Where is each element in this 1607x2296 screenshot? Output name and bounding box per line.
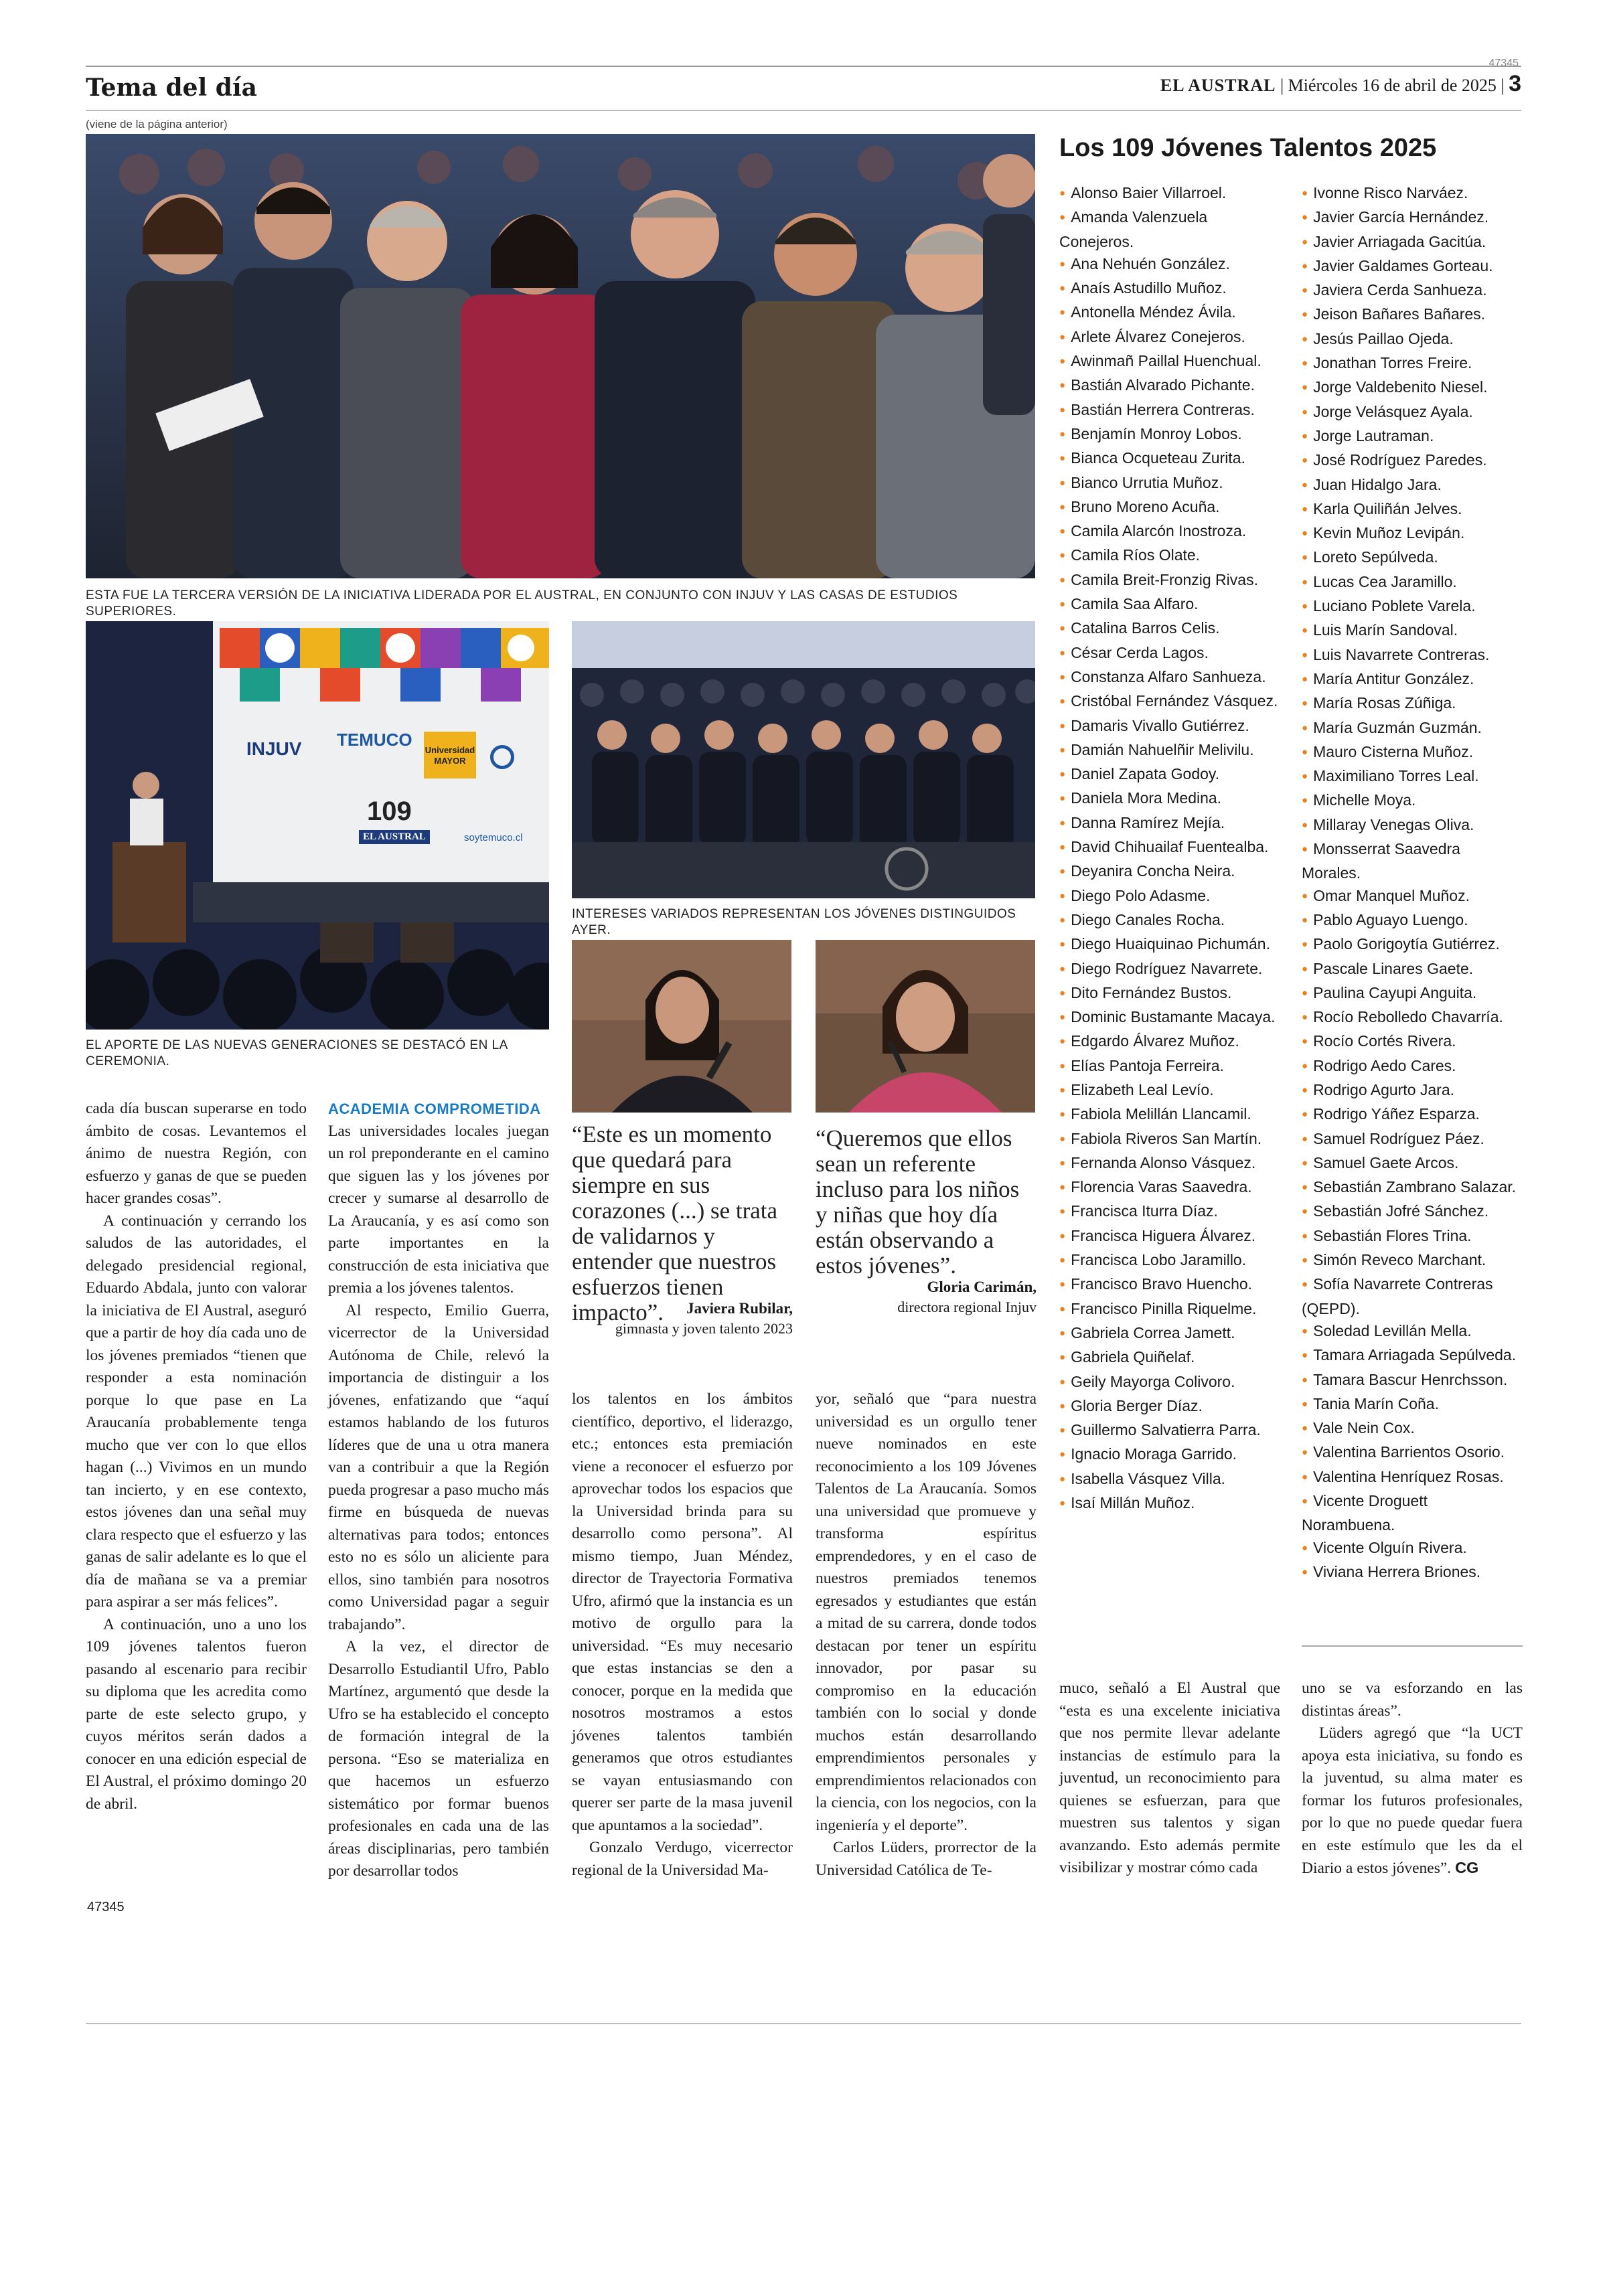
talent-name: ● Dito Fernández Bustos. [1059,982,1280,1006]
talent-name: ● Arlete Álvarez Conejeros. [1059,326,1280,350]
talent-name: ● Camila Breit-Fronzig Rivas. [1059,569,1280,593]
talent-name: ● Millaray Venegas Oliva. [1302,814,1523,838]
talent-name: ● Bruno Moreno Acuña. [1059,496,1280,520]
talent-name: ● Camila Saa Alfaro. [1059,593,1280,617]
talent-name: ● Rodrigo Agurto Jara. [1302,1079,1523,1103]
article-col-2 [328,1098,549,1883]
talent-name: ● Elizabeth Leal Levío. [1059,1079,1280,1103]
paragraph-text: Lüders agregó que “la UCT apoya esta iniciativa, su fondo es la juventud, su alma mater es formar los futuros profesionales, por lo que no puede quedar fuera en este estímulo que les da el Diario a estos jóvenes”. [1302,1724,1523,1877]
talent-name: ● Monsserrat Saavedra Morales. [1302,838,1523,885]
page-code: 47345 [1488,58,1519,69]
talent-name: ● Vale Nein Cox. [1302,1417,1523,1441]
talent-name: ● Isaí Millán Muñoz. [1059,1492,1280,1516]
talent-name: ● Vicente Droguett Norambuena. [1302,1490,1523,1537]
talent-name: ● Fabiola Riveros San Martín. [1059,1128,1280,1152]
footer-rule [86,2023,1521,2024]
talent-name: ● César Cerda Lagos. [1059,642,1280,666]
paragraph: cada día buscan superarse en todo ámbito de cosas. Levantemos el ánimo de nuestra Región, con esfuerzo y ganas de que se pueden hacer grandes cosas”. [86,1100,307,1207]
talent-name: ● Alonso Baier Villarroel. [1059,182,1280,206]
talent-name: ● Isabella Vásquez Villa. [1059,1468,1280,1492]
talent-name: ● Ignacio Moraga Garrido. [1059,1443,1280,1467]
injuv-logo: INJUV [246,738,302,759]
talent-name: ● Kevin Muñoz Levipán. [1302,522,1523,546]
talent-name: ● Valentina Barrientos Osorio. [1302,1441,1523,1465]
talent-name: ● Javier Galdames Gorteau. [1302,255,1523,279]
talent-name: ● Tania Marín Coña. [1302,1393,1523,1417]
crowd-photo [572,621,1035,898]
talents-list-title: Los 109 Jóvenes Talentos 2025 [1059,134,1437,162]
paragraph: los talentos en los ámbitos científico, deportivo, el liderazgo, etc.; entonces esta premiación viene a reconocer el esfuerzo por aprovechar todos los espacios que la Universidad brinda para su desarrollo como persona”. Al mismo tiempo, Juan Méndez, director de Trayectoria Formativa Ufro, afirmó que la instancia es un motivo de orgullo para la universidad. “Es muy necesario que estas instancias se den a conocer, porque en la medida que nosotros mostramos a estos jóvenes talentos también generamos que otros estudiantes se vayan entusiasmando con querer ser parte de la masa juvenil que apuntamos a la sociedad”. [572,1390,793,1834]
talent-name: ● Rocío Cortés Rivera. [1302,1030,1523,1054]
talent-name: ● Francisca Higuera Álvarez. [1059,1225,1280,1249]
talent-name: ● Amanda Valenzuela Conejeros. [1059,206,1280,253]
academia-subhead: ACADEMIA COMPROMETIDA [328,1100,541,1117]
talent-name: ● Javier Arriagada Gacitúa. [1302,231,1523,255]
talent-name: ● Awinmañ Paillal Huenchual. [1059,350,1280,374]
talent-name: ● Francisca Iturra Díaz. [1059,1200,1280,1224]
quote-javiera-attribution [572,1299,793,1339]
talent-name: ● Catalina Barros Celis. [1059,617,1280,641]
stage-photo-caption: EL APORTE DE LAS NUEVAS GENERACIONES SE DESTACÓ EN LA CEREMONIA. [86,1038,508,1068]
talent-name: ● Simón Reveco Marchant. [1302,1249,1523,1273]
talent-name: ● Diego Polo Adasme. [1059,885,1280,909]
talent-name: ● David Chihuailaf Fuentealba. [1059,836,1280,860]
talent-name: ● Rocío Rebolledo Chavarría. [1302,1006,1523,1030]
talent-name: ● Ivonne Risco Narváez. [1302,182,1523,206]
temuco-logo: TEMUCO [337,730,412,750]
talent-name: ● Pascale Linares Gaete. [1302,958,1523,982]
talent-name: ● Bastián Herrera Contreras. [1059,399,1280,423]
main-photo-caption: ESTA FUE LA TERCERA VERSIÓN DE LA INICIATIVA LIDERADA POR EL AUSTRAL, EN CONJUNTO CON INJUV Y LAS CASAS DE ESTUDIOS SUPERIORES. [86,588,958,619]
crowd-photo-caption: INTERESES VARIADOS REPRESENTAN LOS JÓVENES DISTINGUIDOS AYER. [572,907,1016,937]
talent-name: ● Geily Mayorga Colivoro. [1059,1371,1280,1395]
talent-name: ● Francisca Lobo Jaramillo. [1059,1249,1280,1273]
talent-name: ● Camila Alarcón Inostroza. [1059,520,1280,544]
talent-name: ● Camila Ríos Olate. [1059,544,1280,568]
quote-gloria-role: directora regional Injuv [897,1299,1037,1315]
paragraph: A continuación, uno a uno los 109 jóvenes talentos fueron pasando al escenario para recibir su diploma que les acredita como parte de este selecto grupo, y cuyos méritos serán dados a conocer en una edición especial de El Austral, el próximo domingo 20 de abril. [86,1615,307,1813]
article-col-6 [1302,1677,1523,1880]
talent-name: ● Paulina Cayupi Anguita. [1302,982,1523,1006]
talent-name: ● Tamara Bascur Henrchsson. [1302,1369,1523,1393]
talent-name: ● Daniel Zapata Godoy. [1059,763,1280,787]
talent-name: ● Bianca Ocqueteau Zurita. [1059,447,1280,471]
talent-name: ● Gabriela Quiñelaf. [1059,1346,1280,1370]
talent-name: ● Jonathan Torres Freire. [1302,352,1523,376]
paragraph [1302,1722,1523,1880]
talent-name: ● Benjamín Monroy Lobos. [1059,423,1280,447]
talents-list-col-1 [1059,182,1280,1516]
paragraph: A la vez, el director de Desarrollo Estudiantil Ufro, Pablo Martínez, argumentó que desde la Ufro se ha establecido el concepto de formación integral de la persona. “Eso se materializa en que hacemos un esfuerzo sistemático por formar buenos profesionales en cada una de las áreas disciplinarias, pero también por desarrollar todos [328,1638,549,1880]
talent-name: ● Lucas Cea Jaramillo. [1302,571,1523,595]
talent-name: ● Samuel Rodríguez Páez. [1302,1128,1523,1152]
article-col-5 [1059,1677,1280,1880]
paragraph: muco, señaló a El Austral que “esta es una excelente iniciativa que nos permite llevar adelante instancias de estímulo para la juventud, un reconocimiento para quienes se esfuerzan, para que muestren sus talentos y sigan avanzando. Esto además permite visibilizar y mostrar cómo cada [1059,1679,1280,1876]
talent-name: ● Antonella Méndez Ávila. [1059,301,1280,325]
talent-name: ● Luis Marín Sandoval. [1302,619,1523,643]
paragraph: Las universidades locales juegan un rol preponderante en el camino que siguen las y los jóvenes por crecer y sumarse al desarrollo de La Araucanía, y es así como son parte importantes en la construcción de esta iniciativa que premia a los jóvenes talentos. [328,1122,549,1297]
article-col-4 [816,1388,1037,1882]
talent-name: ● Michelle Moya. [1302,789,1523,813]
talent-name: ● Sebastián Flores Trina. [1302,1225,1523,1249]
talent-name: ● Paolo Gorigoytía Gutiérrez. [1302,933,1523,957]
talent-name: ● Omar Manquel Muñoz. [1302,885,1523,909]
footer-code: 47345 [87,1900,125,1914]
talent-name: ● Anaís Astudillo Muñoz. [1059,277,1280,301]
talent-name: ● Florencia Varas Saavedra. [1059,1176,1280,1200]
article-col-1 [86,1098,307,1815]
talent-name: ● Elías Pantoja Ferreira. [1059,1055,1280,1079]
talent-name: ● Rodrigo Aedo Cares. [1302,1055,1523,1079]
el-austral-mark: EL AUSTRAL [359,830,430,844]
talent-name: ● Damián Nahuelñir Melivilu. [1059,739,1280,763]
talent-name: ● Jorge Lautraman. [1302,425,1523,449]
paragraph: A continuación y cerrando los saludos de las autoridades, el delegado presidencial regional, Eduardo Abdala, junto con valorar la iniciativa de El Austral, aseguró que a partir de hoy día cada uno de los jóvenes premiados “tienen que responder a esta nominación porque lo que pase en La Araucanía probablemente tenga mucho que ver con lo que ellos hagan (...) Vivimos en un mundo tan incierto, y en ese contexto, estos jóvenes dan una señal muy clara respecto que el esfuerzo y las ganas de salir adelante es lo que el día de mañana se va a premiar para aspirar a ser más felices”. [86,1212,307,1611]
talent-name: ● María Rosas Zúñiga. [1302,692,1523,716]
article-col-3 [572,1388,793,1882]
page-number: 3 [1509,71,1521,96]
talent-name: ● María Antitur González. [1302,668,1523,692]
header-bottom-rule [86,110,1521,111]
talent-name: ● Gloria Berger Díaz. [1059,1395,1280,1419]
paragraph: Al respecto, Emilio Guerra, vicerrector de la Universidad Autónoma de Chile, relevó la importancia de distinguir a los jóvenes, enfatizando que “aquí estamos hablando de los futuros líderes que de una u otra manera van a contribuir a que la Región pueda progresar a paso mucho más firme en búsqueda de nuevas alternativas para todos; entonces esto no es sólo un aliciente para ellos, sino también para nosotros como Universidad pagar a seguir trabajando”. [328,1301,549,1633]
talent-name: ● Dominic Bustamante Macaya. [1059,1006,1280,1030]
stage-photo [86,621,549,1030]
talent-name: ● Bianco Urrutia Muñoz. [1059,472,1280,496]
quote-gloria: “Queremos que ellos sean un referente incluso para los niños y niñas que hoy día están observando a estos jóvenes”. [816,1125,1020,1279]
talent-name: ● Deyanira Concha Neira. [1059,860,1280,884]
talent-name: ● Rodrigo Yáñez Esparza. [1302,1103,1523,1127]
talent-name: ● Damaris Vivallo Gutiérrez. [1059,715,1280,739]
uct-logo [490,745,514,769]
talent-name: ● Javiera Cerda Sanhueza. [1302,279,1523,303]
issue-date: Miércoles 16 de abril de 2025 [1288,76,1497,95]
talent-name: ● Valentina Henríquez Rosas. [1302,1466,1523,1490]
talent-name: ● Danna Ramírez Mejía. [1059,812,1280,836]
talents-109-mark: 109 [367,797,412,826]
talent-name: ● Jeison Bañares Bañares. [1302,303,1523,327]
talent-name: ● Bastián Alvarado Pichante. [1059,374,1280,398]
talent-name: ● Edgardo Álvarez Muñoz. [1059,1030,1280,1054]
quote-gloria-attribution [816,1277,1037,1317]
header-top-rule [86,66,1521,67]
talent-name: ● Fabiola Melillán Llancamil. [1059,1103,1280,1127]
talent-name: ● Vicente Olguín Rivera. [1302,1537,1523,1561]
talent-name: ● José Rodríguez Paredes. [1302,449,1523,473]
portrait-gloria [816,940,1035,1113]
section-title: Tema del día [86,74,257,102]
talent-name: ● Mauro Cisterna Muñoz. [1302,741,1523,765]
talent-name: ● Jorge Valdebenito Niesel. [1302,376,1523,400]
paragraph: Gonzalo Verdugo, vicerrector regional de la Universidad Ma- [572,1839,793,1879]
talent-name: ● Jorge Velásquez Ayala. [1302,401,1523,425]
paragraph: yor, señaló que “para nuestra universidad es un orgullo tener nueve nominados en este reconocimiento a los 109 Jóvenes Talentos de La Araucanía. Somos una universidad que promueve y transforma espíritus emprendedores, y en el caso de nuestros premiados tenemos egresados y estudiantes que están a mitad de su carrera, donde todos destacan por tener un espíritu innovador, por pasar su compromiso en la educación también con lo social y donde muchos están desarrollando emprendimientos personales y emprendimientos relacionados con la ciencia, con los negocios, con la ingeniería y el deporte”. [816,1390,1037,1834]
talent-name: ● Sebastián Jofré Sánchez. [1302,1200,1523,1224]
portrait-javiera [572,940,791,1113]
umayor-logo: Universidad MAYOR [424,732,476,778]
list-end-rule [1302,1645,1523,1647]
talent-name: ● Luciano Poblete Varela. [1302,595,1523,619]
paragraph: uno se va esforzando en las distintas áreas”. [1302,1679,1523,1720]
quote-gloria-name: Gloria Carimán, [927,1279,1037,1295]
soytemuco-mark: soytemuco.cl [464,832,523,843]
talent-name: ● María Guzmán Guzmán. [1302,717,1523,741]
talent-name: ● Francisco Pinilla Riquelme. [1059,1298,1280,1322]
talent-name: ● Fernanda Alonso Vásquez. [1059,1152,1280,1176]
quote-javiera-role: gimnasta y joven talento 2023 [615,1320,793,1337]
talent-name: ● Karla Quiliñán Jelves. [1302,498,1523,522]
talent-name: ● Jesús Paillao Ojeda. [1302,328,1523,352]
talent-name: ● Diego Canales Rocha. [1059,909,1280,933]
masthead: EL AUSTRAL | Miércoles 16 de abril de 2025 | 3 [1160,71,1521,96]
talent-name: ● Soledad Levillán Mella. [1302,1320,1523,1344]
talent-name: ● Diego Huaiquinao Pichumán. [1059,933,1280,957]
talent-name: ● Ana Nehuén González. [1059,253,1280,277]
talent-name: ● Luis Navarrete Contreras. [1302,644,1523,668]
talent-name: ● Loreto Sepúlveda. [1302,546,1523,570]
talent-name: ● Juan Hidalgo Jara. [1302,474,1523,498]
talent-name: ● Sofía Navarrete Contreras (QEPD). [1302,1273,1523,1320]
talent-name: ● Sebastián Zambrano Salazar. [1302,1176,1523,1200]
paragraph: Carlos Lüders, prorrector de la Universidad Católica de Te- [816,1839,1037,1879]
talent-name: ● Gabriela Correa Jamett. [1059,1322,1280,1346]
talent-name: ● Guillermo Salvatierra Parra. [1059,1419,1280,1443]
talent-name: ● Tamara Arriagada Sepúlveda. [1302,1344,1523,1368]
talent-name: ● Pablo Aguayo Luengo. [1302,909,1523,933]
talent-name: ● Cristóbal Fernández Vásquez. [1059,690,1280,714]
paper-name: EL AUSTRAL [1160,76,1276,95]
talent-name: ● Viviana Herrera Briones. [1302,1561,1523,1585]
talents-list-col-2 [1302,182,1523,1585]
talent-name: ● Diego Rodríguez Navarrete. [1059,958,1280,982]
talent-name: ● Daniela Mora Medina. [1059,787,1280,811]
continued-note: (viene de la página anterior) [86,118,228,131]
talent-name: ● Javier García Hernández. [1302,206,1523,230]
quote-javiera-name: Javiera Rubilar, [686,1300,793,1317]
talent-name: ● Constanza Alfaro Sanhueza. [1059,666,1280,690]
main-photo-audience [86,134,1035,578]
talent-name: ● Maximiliano Torres Leal. [1302,765,1523,789]
talent-name: ● Samuel Gaete Arcos. [1302,1152,1523,1176]
end-mark: CG [1455,1859,1479,1876]
quote-javiera: “Este es un momento que quedará para siempre en sus corazones (...) se trata de validarnos y entender que nuestros esfuerzos tienen impacto”. [572,1121,778,1325]
talent-name: ● Francisco Bravo Huencho. [1059,1273,1280,1297]
